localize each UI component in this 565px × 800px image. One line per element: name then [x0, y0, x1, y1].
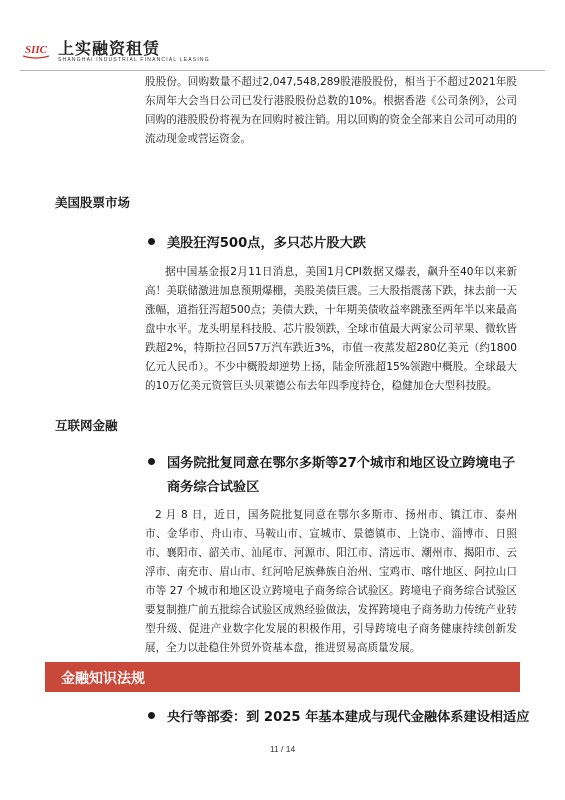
- company-name-cn: 上实融资租赁: [58, 39, 161, 58]
- report-header: [20, 36, 320, 70]
- news-item-internet-finance: [148, 452, 520, 500]
- news-title: 美股狂泻500点，多只芯片股大跌: [167, 236, 366, 251]
- intro-paragraph: 股股份。回购数量不超过2,047,548,289股港股股份，相当于不超过2021年股东周年大会当日公司已发行港股股份总数的10%。根据香港《公司条例》，公司回购的港股股份将视为在回购时被注销。用以回购的资金全部来自公司可动用的流动现金或营运资金。: [145, 76, 517, 145]
- page-number: 11 / 14: [269, 744, 296, 754]
- section-heading-us-stock: 美国股票市场: [55, 195, 131, 210]
- news-title: 国务院批复同意在鄂尔多斯等27个城市和地区设立跨境电子商务综合试验区: [167, 456, 516, 495]
- news-title: 央行等部委：到 2025 年基本建成与现代金融体系建设相适应: [167, 710, 530, 725]
- siic-logo-icon: [20, 36, 52, 62]
- logo-mark-text: SIIC: [24, 44, 48, 56]
- section-heading-internet-finance: 互联网金融: [55, 418, 118, 433]
- news-item-finance-law: [148, 706, 528, 730]
- bullet-icon: [148, 458, 155, 465]
- section-banner-finance-law: [45, 662, 520, 692]
- header-divider: [20, 70, 545, 71]
- bullet-icon: [148, 712, 155, 719]
- news-item-us-stock: [148, 232, 518, 256]
- bullet-icon: [148, 238, 155, 245]
- news-body-us-stock: 据中国基金报2月11日消息，美国1月CPI数据又爆表，飙升至40年以来新高！美联储激进加息预期爆棚，美股美债巨震。三大股指震荡下跌，抹去前一天涨幅，道指狂泻超500点；美债大跌，十年期美债收益率跳涨至两年半以来最高盘中水平。龙头明星科技股、芯片股领跌，全球市值最大两家公司苹果、微软皆跌超2%，特斯拉召回57万汽车跌近3%，市值一夜蒸发超280亿美元（约1800亿元人民币）。不少中概股却逆势上扬，陆金所涨超15%领跑中概股。全球最大的10万亿美元资管巨头贝莱德公布去年四季度持仓，稳健加仓大型科技股。: [145, 266, 517, 392]
- company-name-en: SHANGHAI INDUSTRIAL FINANCIAL LEASING: [58, 57, 210, 63]
- banner-title: 金融知识法规: [61, 671, 145, 687]
- news-body-internet-finance: 2 月 8 日，近日，国务院批复同意在鄂尔多斯市、扬州市、镇江市、泰州市、金华市、舟山市、马鞍山市、宣城市、景德镇市、上饶市、淄博市、日照市、襄阳市、韶关市、汕尾市、河源市、阳江市、清远市、潮州市、揭阳市、云浮市、南充市、眉山市、红河哈尼族彝族自治州、宝鸡市、喀什地区、阿拉山口市等 27 个城市和地区设立跨境电子商务综合试验区。跨境电子商务综合试验区要复制推广前五批综合试验区成熟经验做法，发挥跨境电子商务助力传统产业转型升级、促进产业数字化发展的积极作用，引导跨境电子商务健康持续创新发展，全力以赴稳住外贸外资基本盘，推进贸易高质量发展。: [145, 509, 517, 654]
